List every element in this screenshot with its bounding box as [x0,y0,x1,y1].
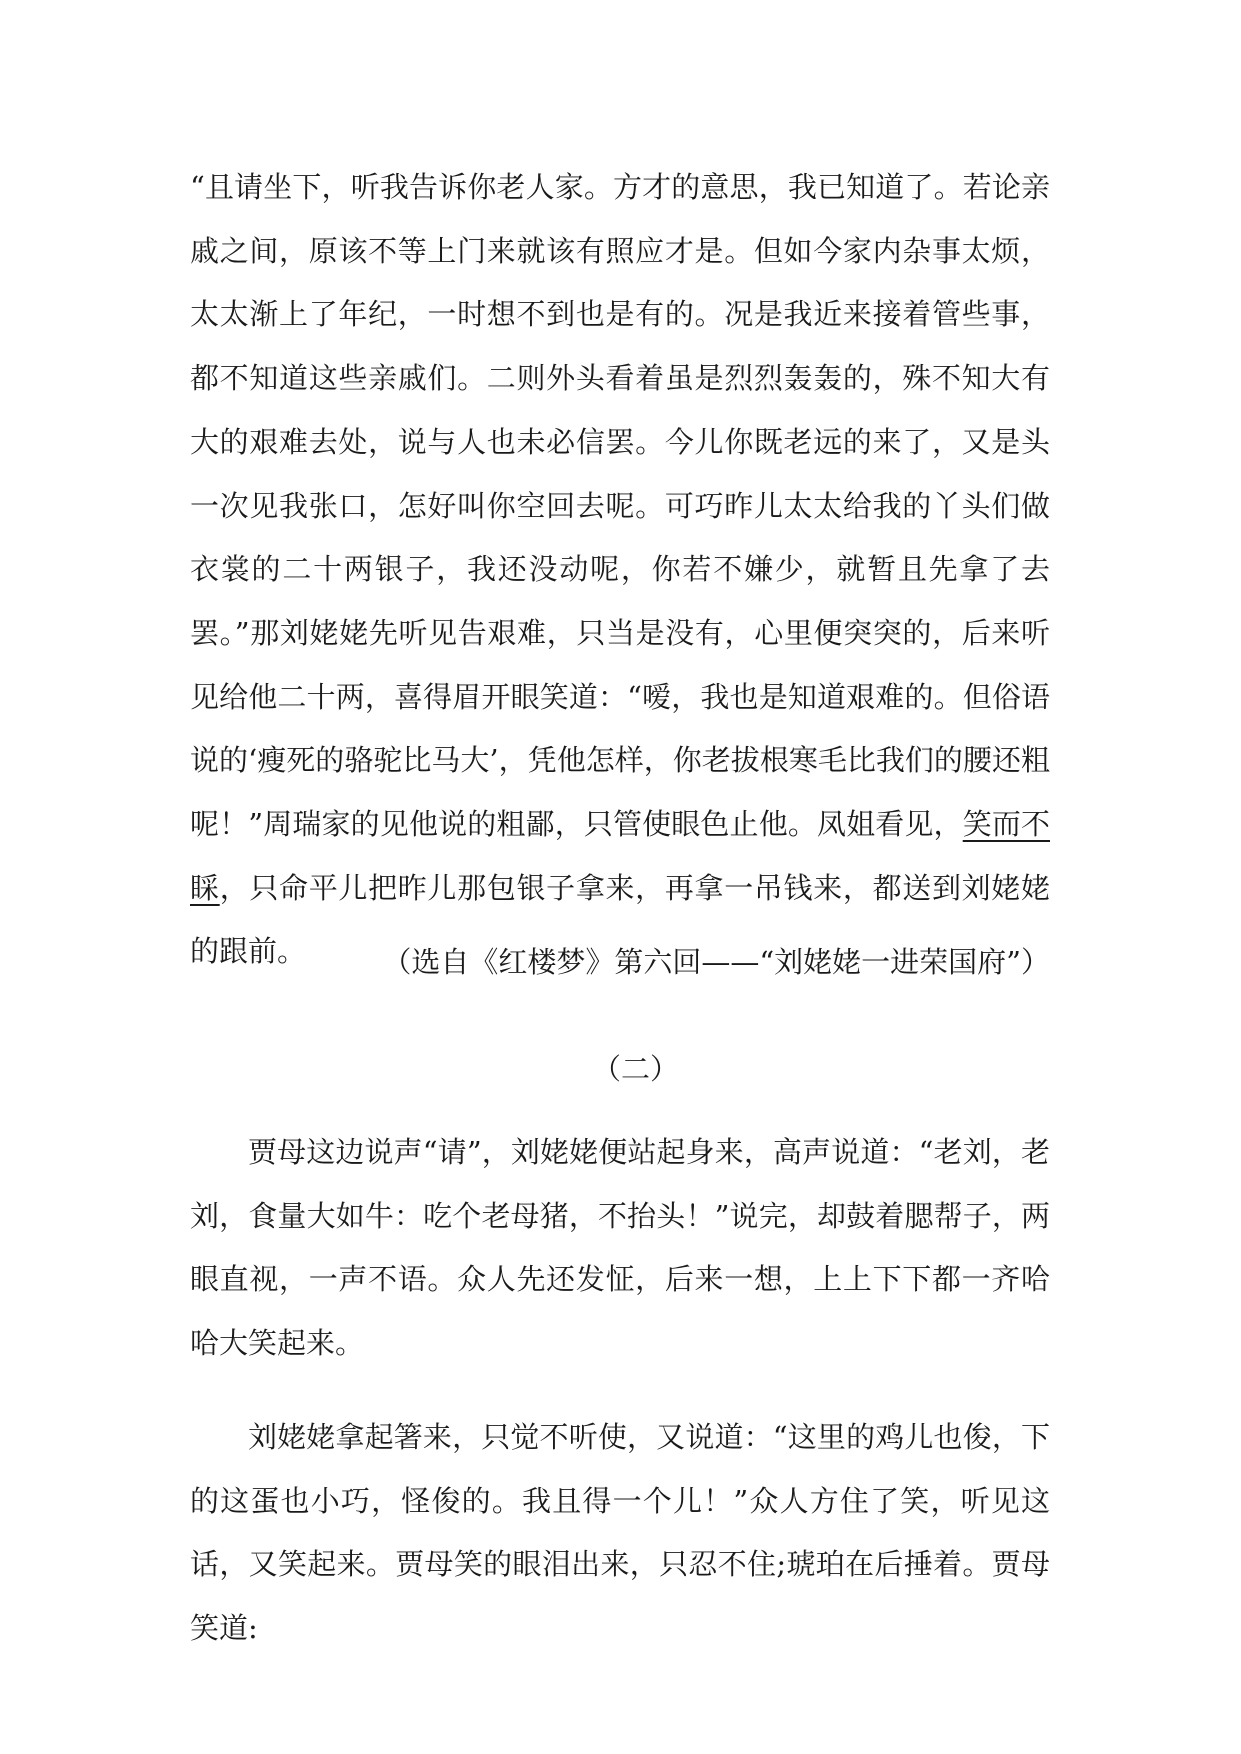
section-heading: （二） [591,1052,679,1086]
passage-1-text-end: ，只命平儿把昨儿那包银子拿来，再拿一吊钱来，都送到刘姥姥的跟前。 [190,870,1050,969]
source-citation: （选自《红楼梦》第六回——“刘姥姥一进荣国府”） [382,945,1050,979]
underlined-phrase: 笑而不睬 [190,807,1050,905]
passage-1-text-start: “且请坐下，听我告诉你老人家。方才的意思，我已知道了。若论亲戚之间，原该不等上门来就该有照应才是。但如今家内杂事太烦，太太渐上了年纪，一时想不到也是有的。况是我近来接着管些事，都不知道这些亲戚们。二则外头看着虽是烈烈轰轰的，殊不知大有大的艰难去处，说与人也未必信罢。今儿你既老远的来了，又是头一次见我张口，怎好叫你空回去呢。可巧昨儿太太给我的丫头们做衣裳的二十两银子，我还没动呢，你若不嫌少，就暂且先拿了去罢。”那刘姥姥先听见告艰难，只当是没有，心里便突突的，后来听见给他二十两，喜得眉开眼笑道：“嗳，我也是知道艰难的。但俗语说的‘瘦死的骆驼比马大’，凭他怎样，你老拔根寒毛比我们的腰还粗呢！”周瑞家的见他说的粗鄙，只管使眼色止他。凤姐看见， [190,170,1050,842]
passage-3: 刘姥姥拿起箸来，只觉不听使，又说道：“这里的鸡儿也俊，下的这蛋也小巧，怪俊的。我且得一个儿！”众人方住了笑，听见这话，又笑起来。贾母笑的眼泪出来，只忍不住;琥珀在后捶着。贾母笑道: [190,1420,1050,1646]
passage-1 [190,156,1050,984]
passage-2: 贾母这边说声“请”，刘姥姥便站起身来，高声说道：“老刘，老刘，食量大如牛：吃个老母猪，不抬头！”说完，却鼓着腮帮子，两眼直视，一声不语。众人先还发怔，后来一想，上上下下都一齐哈哈大笑起来。 [190,1135,1050,1361]
